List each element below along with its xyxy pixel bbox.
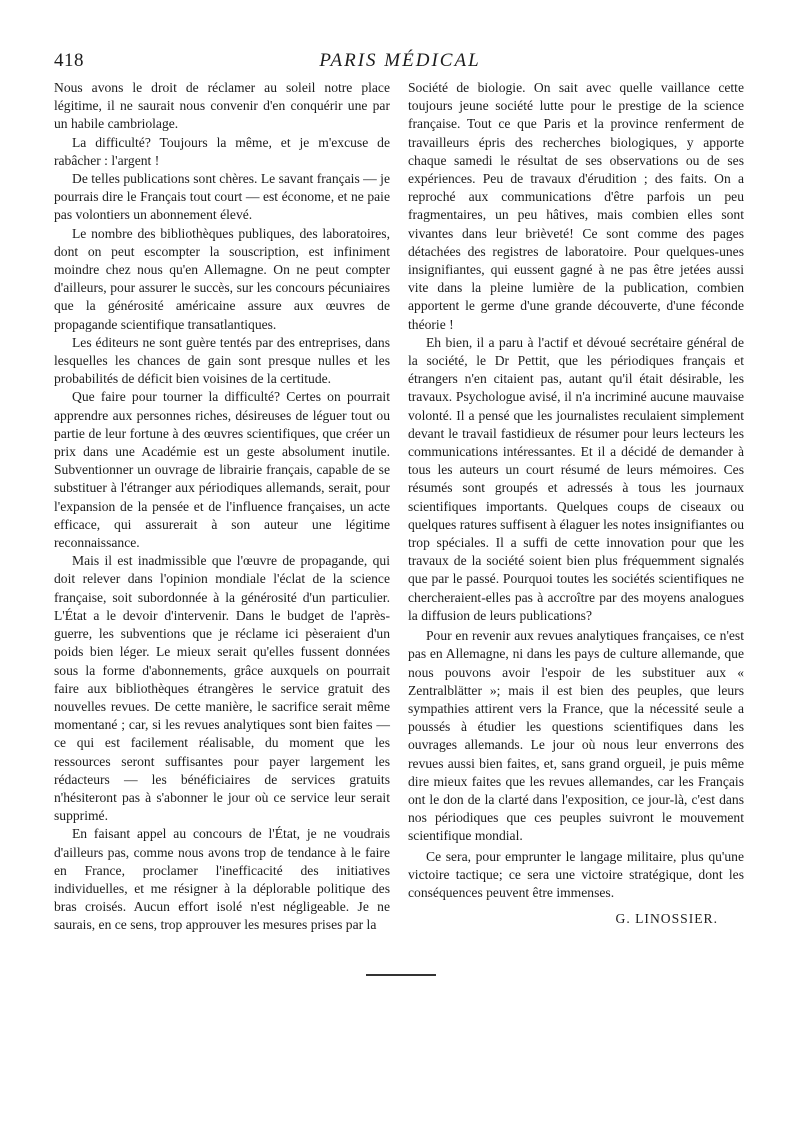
paragraph: Le nombre des bibliothèques publiques, des laboratoires, dont on peut escompter la souscription, est infiniment moindre chez nous qu'en Allemagne. On ne peut compter d'ailleurs, pour assurer le succès, sur les concours pécuniaires que la générosité américaine assure aux œuvres de propagande scientifique transatlantiques. bbox=[54, 225, 390, 332]
paragraph: De telles publications sont chères. Le savant français — je pourrais dire le Français tout court — est économe, et ne paie pas volontiers un abonnement élevé. bbox=[54, 171, 390, 223]
left-column bbox=[54, 79, 390, 935]
author-signature: G. LINOSSIER. bbox=[615, 911, 718, 927]
paragraph: Que faire pour tourner la difficulté? Certes on pourrait apprendre aux personnes riches, désireuses de léguer tout ou partie de leur fortune à des œuvres scientifiques, que créer un prix dans une Académie est un geste absolument inutile. Subventionner un ouvrage de librairie français, capable de se substituer à l'étranger aux périodiques allemands, serait, pour l'expansion de la pensée et de l'influence françaises, un acte efficace, qui assurerait à son auteur une légitime reconnaissance. bbox=[54, 389, 390, 551]
paragraph: Eh bien, il a paru à l'actif et dévoué secrétaire général de la société, le Dr Pettit, que les périodiques français et étrangers n'en citaient pas, autant qu'il était désirable, les travaux. Psychologue avisé, il n'a incriminé aucune mauvaise volonté. Il a pensé que les journalistes reculaient simplement devant le travail fastidieux de résumer pour leurs lecteurs les communications intéressantes. Et il a décidé de demander à tous les auteurs un court résumé de leurs mémoires. Ces résumés sont groupés et adressés à tous les journaux scientifiques importants. Quelques coups de ciseaux ou quelques ratures suffisent à élaguer les notes insignifiantes ou trop spéciales. Il a suffi de cette innovation pour que les travaux de la société soient bien plus fréquemment signalés que par le passé. Pourquoi toutes les sociétés scientifiques ne chercheraient-elles pas à accroître par des moyens analogues la diffusion de leurs publications? bbox=[408, 334, 744, 623]
page-number: 418 bbox=[54, 50, 84, 71]
paragraph: Ce sera, pour emprunter le langage militaire, plus qu'une victoire tactique; ce sera une victoire stratégique, dont les conséquences peuvent être immenses. bbox=[408, 848, 744, 900]
journal-title: PARIS MÉDICAL bbox=[319, 50, 481, 71]
paragraph: Les éditeurs ne sont guère tentés par des entreprises, dans lesquelles les chances de gain sont presque nulles et les probabilités de déficit bien voisines de la certitude. bbox=[54, 334, 390, 387]
end-rule bbox=[366, 974, 436, 976]
paragraph: Pour en revenir aux revues analytiques françaises, ce n'est pas en Allemagne, ni dans les pays de culture allemande, que nous pouvons avoir l'espoir de les substituer aux « Zentralblätter »; mais il est bien des peuples, que leurs sympathies attirent vers la France, que la nécessité seule a poussés à étudier les questions scientifiques dans les ouvrages allemands. Le jour où nous leur enverrons des revues aussi bien faites, et, sans grand orgueil, je puis même dire mieux faites que les revues allemandes, car les Français ont le don de la clarté dans l'exposition, ce jour-là, c'est dans nos périodiques que ces peuples suivront le mouvement scientifique mondial. bbox=[408, 628, 744, 844]
paragraph: La difficulté? Toujours la même, et je m'excuse de rabâcher : l'argent ! bbox=[54, 134, 390, 168]
paragraph: Mais il est inadmissible que l'œuvre de propagande, qui doit relever dans l'opinion mondiale l'éclat de la science française, soit subordonnée à la générosité d'un particulier. L'État a le devoir d'intervenir. Dans le budget de l'après-guerre, les subventions que je réclame ici pèseraient d'un poids bien léger. Le mieux serait qu'elles fussent données sous la forme d'abonnements, grâce auxquels on pourrait faire aux bibliothèques étrangères le service gratuit des nouvelles revues. De cette manière, le sacrifice serait même momentané ; car, si les revues analytiques sont bien faites — ce qui est facilement réalisable, du moment que les ressources seront suffisantes pour payer largement les rédacteurs — les bénéficiaires de services gratuits n'hésiteront pas à s'abonner le jour où ce service leur serait supprimé. bbox=[54, 553, 390, 824]
paragraph: Nous avons le droit de réclamer au soleil notre place légitime, il ne saurait nous convenir d'en conquérir une par un habile cambriolage. bbox=[54, 80, 390, 132]
right-column bbox=[408, 79, 744, 928]
paragraph: Société de biologie. On sait avec quelle vaillance cette toujours jeune société lutte pour le prestige de la science française. Tout ce que Paris et la province renferment de travailleurs épris des recherches biologiques, y apporte chaque samedi le résultat de ses observations ou de ses expériences. Peu de travaux d'érudition ; des faits. On a reproché aux communications d'être parfois un peu fragmentaires, un peu hâtives, mais combien elles sont vivantes dans leur brièveté! Ce sont comme des pages détachées des registres de laboratoire. Pour quelques-unes insignifiantes, qui eussent gagné à ne pas être jetées aussi vite dans la pleine lumière de la publication, combien apportent le germe d'une grande découverte, d'une féconde théorie ! bbox=[408, 80, 744, 332]
paragraph: En faisant appel au concours de l'État, je ne voudrais d'ailleurs pas, comme nous avons trop de tendance à le faire en France, proclamer l'inefficacité des initiatives individuelles, et me résigner à la déplorable politique des bras croisés. Aucun effort isolé n'est négligeable. Je ne saurais, en ce sens, trop approuver les mesures prises par la bbox=[54, 826, 390, 933]
